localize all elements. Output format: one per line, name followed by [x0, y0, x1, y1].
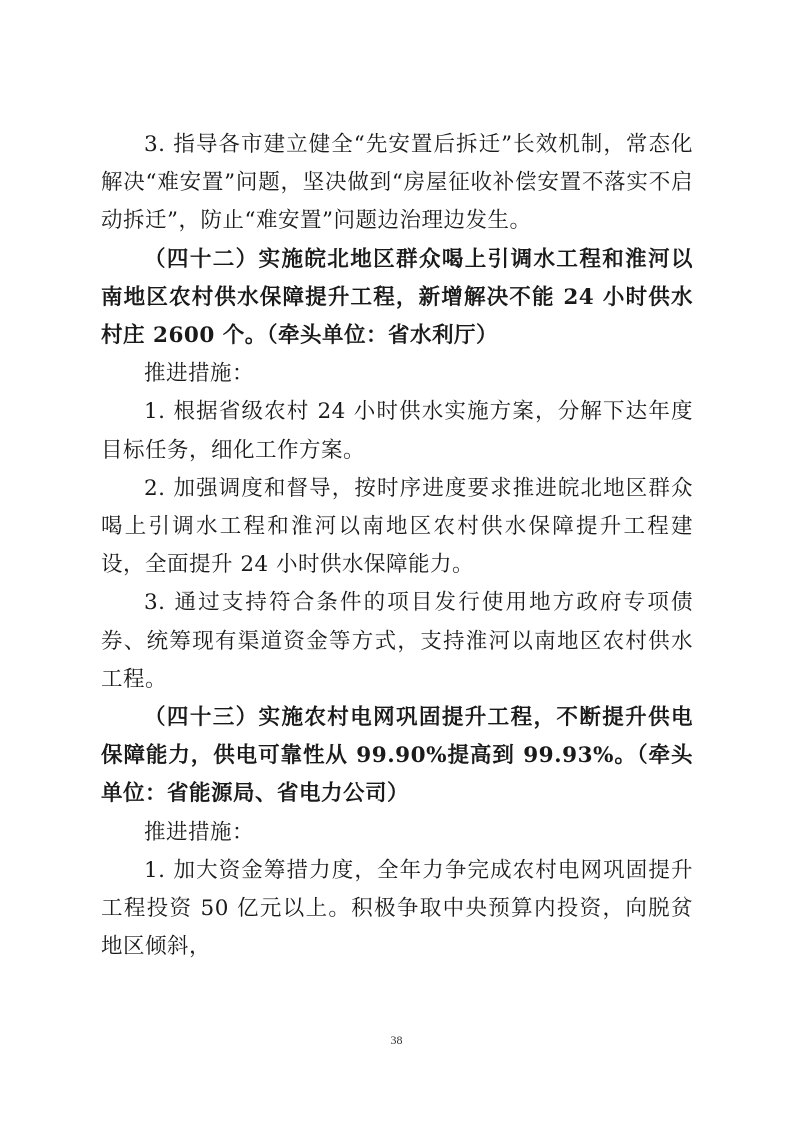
- paragraph-item-3-water-funding: 3. 通过支持符合条件的项目发行使用地方政府专项债券、统筹现有渠道资金等方式，支持淮河以南地区农村供水工程。: [101, 590, 693, 692]
- paragraph-item-2-water-supervision: 2. 加强调度和督导，按时序进度要求推进皖北地区群众喝上引调水工程和淮河以南地区农村供水保障提升工程建设，全面提升 24 小时供水保障能力。: [101, 475, 693, 578]
- section-heading-43: （四十三）实施农村电网巩固提升工程，不断提升供电保障能力，供电可靠性从 99.90%提高到 99.93%。（牵头单位：省能源局、省电力公司）: [101, 705, 693, 807]
- paragraph-item-3-resettlement: 3. 指导各市建立健全“先安置后拆迁”长效机制，常态化解决“难安置”问题，坚决做到“房屋征收补偿安置不落实不启动拆迁”，防止“难安置”问题边治理边发生。: [101, 132, 693, 234]
- page-body: [101, 126, 693, 966]
- paragraph-item-1-grid-funding: 1. 加大资金筹措力度，全年力争完成农村电网巩固提升工程投资 50 亿元以上。积极争取中央预算内投资，向脱贫地区倾斜，: [101, 857, 693, 960]
- page-number: 38: [390, 1033, 403, 1047]
- paragraph-item-1-water-plan: 1. 根据省级农村 24 小时供水实施方案，分解下达年度目标任务，细化工作方案。: [101, 399, 693, 463]
- measures-label: 推进措施：: [144, 819, 255, 845]
- measures-label: 推进措施：: [144, 361, 255, 387]
- section-heading-42: （四十二）实施皖北地区群众喝上引调水工程和淮河以南地区农村供水保障提升工程，新增解决不能 24 小时供水村庄 2600 个。（牵头单位：省水利厅）: [101, 246, 693, 349]
